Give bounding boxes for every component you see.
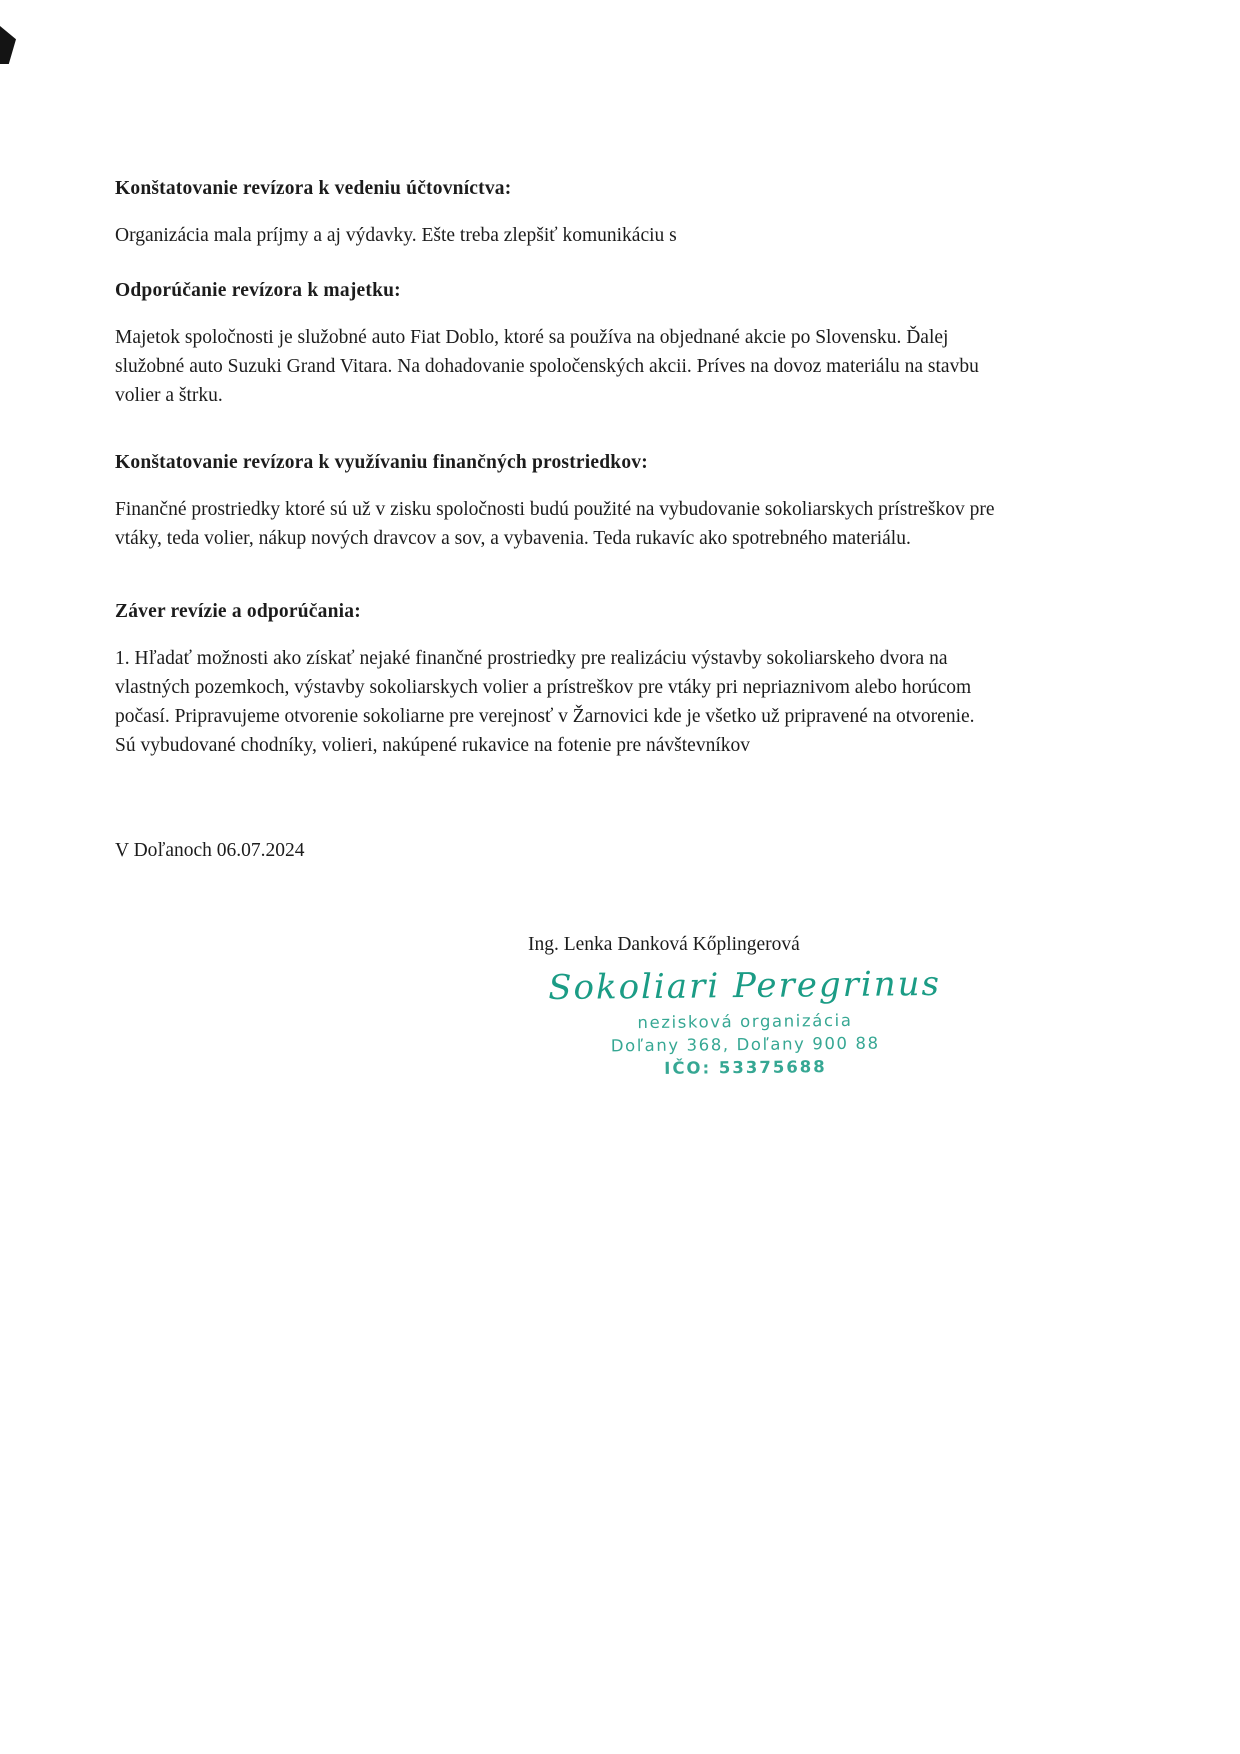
signatory-name: Ing. Lenka Danková Kőplingerová	[528, 934, 800, 955]
organization-stamp	[509, 964, 980, 1082]
paragraph-conclusion: 1. Hľadať možnosti ako získať nejaké finančné prostriedky pre realizáciu výstavby sokoliarskeho dvora na vlastných pozemkoch, výstavby sokoliarskych volier a prístreškov pre vtáky pri nepriaznivom alebo horúcom počasí. Pripravujeme otvorenie sokoliarne pre verejnosť v Žarnovici kde je všetko už pripravené na otvorenie. Sú vybudované chodníky, volieri, nakúpené rukavice na fotenie pre návštevníkov	[115, 648, 975, 756]
scan-artifact	[0, 26, 16, 64]
stamp-organization-name: Sokoliari Peregrinus	[548, 963, 942, 1009]
document-content	[115, 178, 997, 1079]
stamp-ico-number: IČO: 53375688	[664, 1057, 827, 1078]
dateline: V Doľanoch 06.07.2024	[115, 840, 305, 861]
section-heading-finances: Konštatovanie revízora k využívaniu finančných prostriedkov:	[115, 452, 648, 473]
stamp-address: Doľany 368, Doľany 900 88	[610, 1033, 880, 1056]
paragraph-assets: Majetok spoločnosti je služobné auto Fiat Doblo, ktoré sa používa na objednané akcie po Slovensku. Ďalej služobné auto Suzuki Grand Vitara. Na dohadovanie spoločenských akcii. Príves na dovoz materiálu na stavbu volier a štrku.	[115, 327, 979, 406]
section-heading-assets: Odporúčanie revízora k majetku:	[115, 280, 401, 301]
section-heading-accounting: Konštatovanie revízora k vedeniu účtovníctva:	[115, 178, 512, 199]
paragraph-accounting: Organizácia mala príjmy a aj výdavky. Ešte treba zlepšiť komunikáciu s	[115, 225, 677, 246]
stamp-organization-type: nezisková organizácia	[637, 1010, 853, 1033]
paragraph-finances: Finančné prostriedky ktoré sú už v zisku spoločnosti budú použité na vybudovanie sokoliarskych prístreškov pre vtáky, teda volier, nákup nových dravcov a sov, a vybavenia. Teda rukavíc ako spotrebného materiálu.	[115, 499, 995, 549]
section-heading-conclusion: Záver revízie a odporúčania:	[115, 601, 361, 622]
signature-block	[510, 934, 980, 1079]
